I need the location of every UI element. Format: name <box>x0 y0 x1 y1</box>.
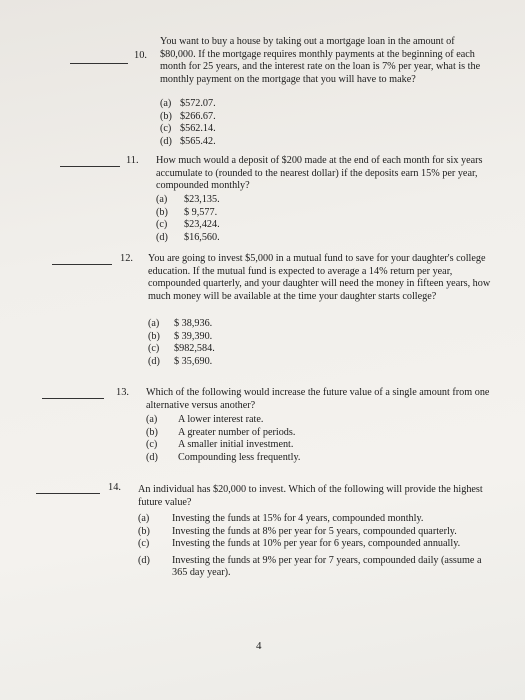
option-text: $ 9,577. <box>184 206 218 218</box>
option-label: (c) <box>148 343 160 355</box>
option-label: (d) <box>148 355 160 367</box>
option-text: $ 38,936. <box>174 318 213 329</box>
option-label: (b) <box>156 206 168 218</box>
option-label: (a) <box>156 194 168 205</box>
option[interactable] <box>138 526 498 539</box>
option[interactable] <box>138 555 498 580</box>
option-label: (a) <box>146 414 158 425</box>
question-stem: You are going to invest $5,000 in a mutual fund to save for your daughter's college education. If the mutual fund is expected to average a 14% return per year, compounded quarterly, and your daughter will need the money in fifteen years, how much money will be available at the time your daughter starts college? <box>148 253 491 302</box>
answer-blank[interactable] <box>36 493 100 494</box>
option-text: $23,135. <box>184 194 220 205</box>
option-label: (c) <box>138 538 150 550</box>
option-label: (d) <box>156 231 168 243</box>
option[interactable] <box>138 538 498 551</box>
option-text: $23,424. <box>184 219 220 231</box>
option-text: $572.07. <box>180 98 216 109</box>
option-text: $266.67. <box>180 110 216 122</box>
option-text: Investing the funds at 15% for 4 years, compounded monthly. <box>172 513 424 524</box>
question-number: 12. <box>120 253 133 264</box>
option-text: Investing the funds at 8% per year for 5 years, compounded quarterly. <box>172 525 457 537</box>
option-text: A lower interest rate. <box>178 414 264 425</box>
option-text: $ 35,690. <box>174 355 213 367</box>
question-stem: An individual has $20,000 to invest. Which of the following will provide the highest future value? <box>138 484 483 508</box>
option-label: (c) <box>160 123 172 135</box>
option-text: $982,584. <box>174 343 215 355</box>
option-text: Compounding less frequently. <box>178 451 301 463</box>
option-label: (d) <box>160 135 172 147</box>
question-number: 14. <box>108 482 121 493</box>
option-label: (b) <box>160 110 172 122</box>
option-label: (b) <box>146 426 158 438</box>
option-label: (a) <box>160 98 172 109</box>
option-label: (b) <box>138 525 150 537</box>
option-text: Investing the funds at 9% per year for 7 years, compounded daily (assume a 365 day year). <box>172 554 482 579</box>
question-stem: Which of the following would increase the future value of a single amount from one alternative versus another? <box>146 387 490 411</box>
question-stem: You want to buy a house by taking out a mortgage loan in the amount of $80,000. If the mortgage requires monthly payments at the beginning of each month for 25 years, and the interest rate on the loan is 7% per year, what is the monthly payment on the mortgage that you will have to make? <box>160 36 481 85</box>
option-label: (c) <box>156 219 168 231</box>
option-label: (d) <box>146 451 158 463</box>
option-text: $562.14. <box>180 123 216 135</box>
option-label: (a) <box>138 513 150 524</box>
question-number: 13. <box>116 387 129 398</box>
option-label: (d) <box>138 554 150 566</box>
option-list <box>138 513 498 580</box>
option-text: $565.42. <box>180 135 216 147</box>
option-label: (c) <box>146 439 158 451</box>
option[interactable] <box>138 513 498 526</box>
question-number: 11. <box>126 155 139 166</box>
question-stem: How much would a deposit of $200 made at the end of each month for six years accumulate to (rounded to the nearest dollar) if the deposits earn 15% per year, compounded monthly? <box>156 155 483 192</box>
option-text: $16,560. <box>184 231 220 243</box>
option-text: $ 39,390. <box>174 330 213 342</box>
option-label: (b) <box>148 330 160 342</box>
option-text: A greater number of periods. <box>178 426 296 438</box>
option-text: A smaller initial investment. <box>178 439 294 451</box>
option-text: Investing the funds at 10% per year for 6 years, compounded annually. <box>172 538 461 550</box>
option-label: (a) <box>148 318 160 329</box>
question-number: 10. <box>134 50 147 61</box>
page-number: 4 <box>256 640 262 652</box>
